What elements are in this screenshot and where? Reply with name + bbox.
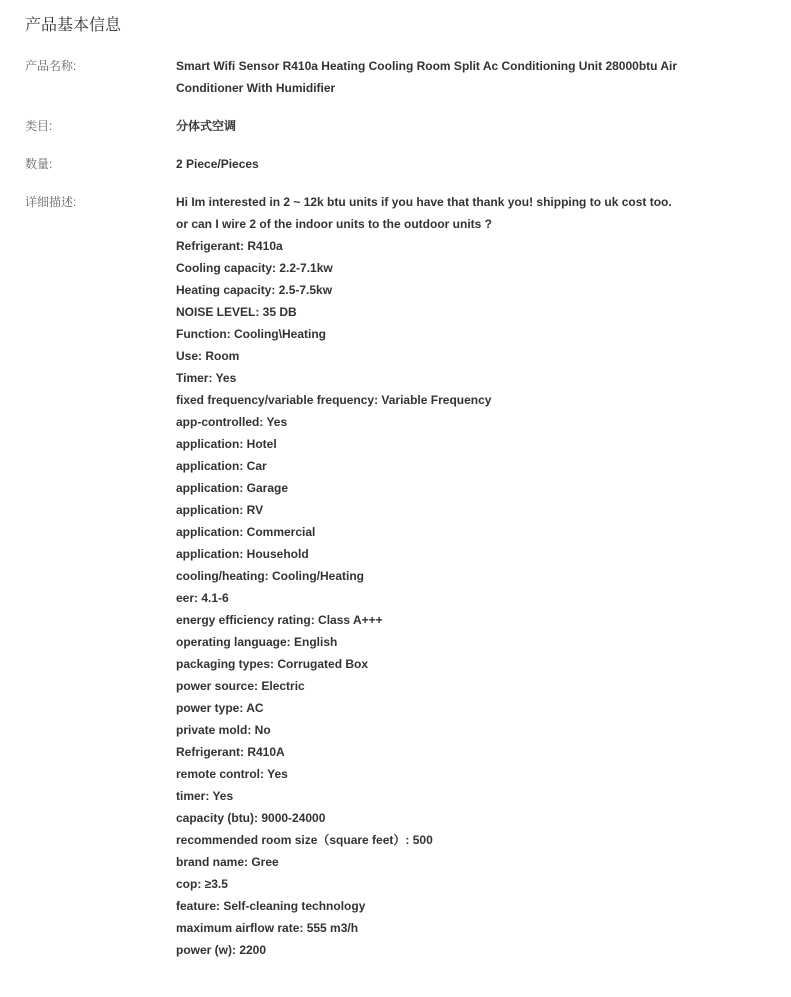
description-line: remote control: Yes — [176, 767, 288, 781]
description-line: operating language: English — [176, 635, 338, 649]
description-line: application: Hotel — [176, 437, 277, 451]
description-line: Hi Im interested in 2 ~ 12k btu units if you have that thank you! shipping to uk cost too. or can I wire 2 of the indoor units to the outdoor units ? — [176, 195, 672, 231]
description-line: Cooling capacity: 2.2-7.1kw — [176, 261, 333, 275]
description-line: cooling/heating: Cooling/Heating — [176, 569, 364, 583]
description-line: power type: AC — [176, 701, 264, 715]
description-label: 详细描述: — [25, 195, 77, 209]
description-line: application: RV — [176, 503, 264, 517]
description-line: Refrigerant: R410a — [176, 239, 283, 253]
quantity-row — [25, 153, 705, 175]
product-name-row — [25, 55, 705, 99]
description-line: application: Garage — [176, 481, 289, 495]
description-line: application: Household — [176, 547, 309, 561]
description-line: Function: Cooling\Heating — [176, 327, 326, 341]
description-line: Heating capacity: 2.5-7.5kw — [176, 283, 333, 297]
description-line: Timer: Yes — [176, 371, 237, 385]
description-line: app-controlled: Yes — [176, 415, 288, 429]
category-label: 类目: — [25, 119, 53, 133]
description-line: packaging types: Corrugated Box — [176, 657, 369, 671]
category-value: 分体式空调 — [176, 119, 237, 133]
description-line: brand name: Gree — [176, 855, 279, 869]
description-row — [25, 191, 705, 961]
description-line: NOISE LEVEL: 35 DB — [176, 305, 297, 319]
quantity-label: 数量: — [25, 157, 53, 171]
description-line: application: Car — [176, 459, 267, 473]
section-title: 产品基本信息 — [25, 17, 122, 34]
product-name-value: Smart Wifi Sensor R410a Heating Cooling Room Split Ac Conditioning Unit 28000btu Air Conditioner With Humidifier — [176, 59, 678, 95]
category-row — [25, 115, 705, 137]
description-line: power source: Electric — [176, 679, 305, 693]
description-line: energy efficiency rating: Class A+++ — [176, 613, 383, 627]
description-line: eer: 4.1-6 — [176, 591, 229, 605]
description-line: application: Commercial — [176, 525, 316, 539]
description-line: maximum airflow rate: 555 m3/h — [176, 921, 359, 935]
product-name-label: 产品名称: — [25, 59, 77, 73]
description-line: fixed frequency/variable frequency: Variable Frequency — [176, 393, 492, 407]
description-line: private mold: No — [176, 723, 271, 737]
description-line: feature: Self-cleaning technology — [176, 899, 366, 913]
description-line: recommended room size（square feet）: 500 — [176, 833, 433, 847]
quantity-value: 2 Piece/Pieces — [176, 157, 259, 171]
description-line: Use: Room — [176, 349, 240, 363]
description-line: Refrigerant: R410A — [176, 745, 285, 759]
product-info-table — [25, 55, 705, 961]
description-line: timer: Yes — [176, 789, 234, 803]
description-line: capacity (btu): 9000-24000 — [176, 811, 326, 825]
description-line: power (w): 2200 — [176, 943, 267, 957]
description-line: cop: ≥3.5 — [176, 877, 228, 891]
description-value — [176, 191, 705, 961]
